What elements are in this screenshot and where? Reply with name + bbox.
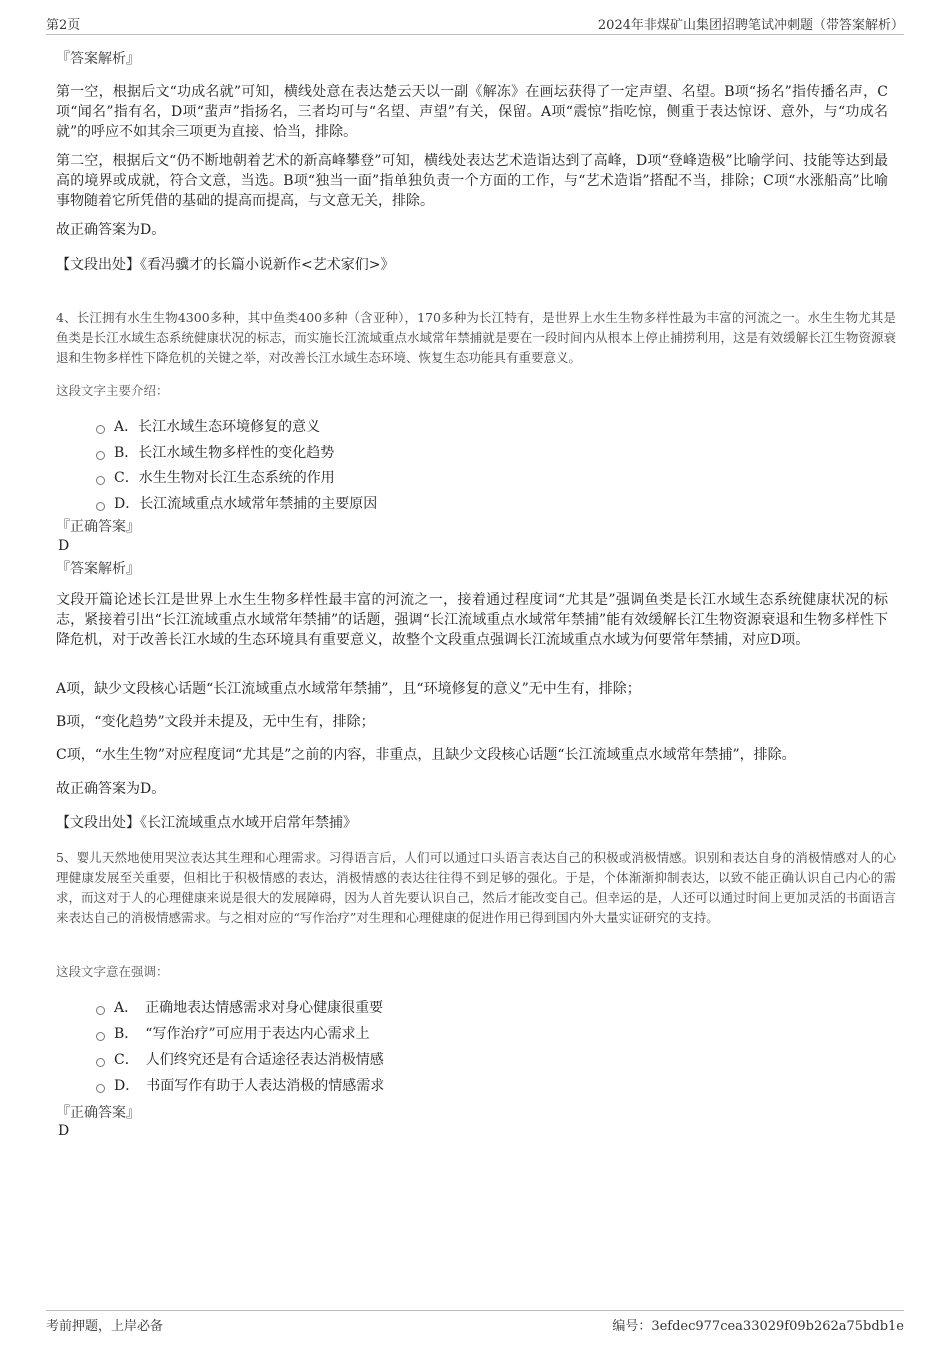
question-4-text: 4、长江拥有水生生物4300多种，其中鱼类400多种（含亚种），170多种为长江特有，是世界上水生生物多样性最为丰富的河流之一。水生生物尤其是鱼类是长江水域生态系统健康状况的标志，而实施长江流域重点水域常年禁捕就是要在一段时间内从根本上停止捕捞利用，这是有效缓解长江生物资源衰退和生物多样性下降危机的关键之举，对改善长江水域生态环境、恢复生态功能具有重要意义。 [56, 310, 896, 365]
page-number: 第2页 [46, 18, 81, 33]
q4-option-c[interactable] [96, 467, 335, 487]
analysis-paragraph-1: 第一空，根据后文“功成名就”可知，横线处意在表达楚云天以一副《解冻》在画坛获得了一定声望、名望。B项“扬名”指传播名声，C项“闻名”指有名，D项“蜚声”指扬名，三者均可与“名望、声望”有关，保留。A项“震惊”指吃惊，侧重于表达惊讶、意外，与“功成名就”的呼应不如其余三项更为直接、恰当，排除。 [56, 84, 888, 140]
option-label: C．水生生物对长江生态系统的作用 [114, 470, 335, 486]
q4-option-b[interactable] [96, 442, 334, 462]
q4-analysis-2: A项，缺少文段核心话题“长江流域重点水域常年禁捕”，且“环境修复的意义”无中生有，排除； [56, 681, 641, 697]
option-label: A． 正确地表达情感需求对身心健康很重要 [114, 1000, 384, 1016]
radio-icon[interactable] [96, 1084, 105, 1093]
radio-icon[interactable] [96, 1058, 105, 1067]
footer-slogan: 考前押题，上岸必备 [46, 1319, 164, 1334]
correct-answer: D [58, 538, 70, 554]
question-5-text: 5、婴儿天然地使用哭泣表达其生理和心理需求。习得语言后，人们可以通过口头语言表达自己的积极或消极情感。识别和表达自身的消极情感对人的心理健康发展至关重要，但相比于积极情感的表达，消极情感的表达往往得不到足够的强化。于是，个体渐渐抑制表达，以致不能正确认识自己内心的需求，而这对于人的心理健康来说是很大的发展障碍，因为人首先要认识自己，然后才能改变自己。但幸运的是，人还可以通过时间上更加灵活的书面语言来表达自己的消极情感需求。与之相对应的“写作治疗”对生理和心理健康的促进作用已得到国内外大量实证研究的支持。 [56, 850, 896, 925]
conclusion: 故正确答案为D。 [56, 222, 166, 238]
q4-source: 【文段出处】《长江流域重点水域开启常年禁捕》 [56, 815, 357, 831]
option-label: B．长江水域生物多样性的变化趋势 [114, 445, 335, 461]
radio-icon[interactable] [96, 425, 105, 434]
q5-option-d[interactable] [96, 1075, 384, 1095]
q4-option-a[interactable] [96, 416, 320, 436]
correct-answer-label: 『正确答案』 [56, 519, 140, 535]
source: 【文段出处】《看冯骥才的长篇小说新作<艺术家们>》 [56, 257, 395, 273]
analysis-label: 『答案解析』 [56, 561, 140, 577]
q5-option-b[interactable] [96, 1023, 370, 1043]
correct-answer-label: 『正确答案』 [56, 1105, 140, 1121]
option-label: A．长江水域生态环境修复的意义 [114, 419, 321, 435]
correct-answer: D [58, 1123, 70, 1139]
q4-option-d[interactable] [96, 493, 377, 513]
document-title: 2024年非煤矿山集团招聘笔试冲刺题（带答案解析） [597, 18, 904, 33]
option-label: C． 人们终究还是有合适途径表达消极情感 [114, 1052, 384, 1068]
radio-icon[interactable] [96, 502, 105, 511]
q4-conclusion: 故正确答案为D。 [56, 781, 166, 797]
page-footer [46, 1310, 904, 1333]
question-4-prompt: 这段文字主要介绍： [56, 383, 169, 398]
page-header [46, 12, 904, 35]
option-label: D．长江流域重点水域常年禁捕的主要原因 [114, 496, 378, 512]
radio-icon[interactable] [96, 476, 105, 485]
q4-analysis-1: 文段开篇论述长江是世界上水生生物多样性最丰富的河流之一，接着通过程度词“尤其是”强调鱼类是长江水域生态系统健康状况的标志，紧接着引出“长江流域重点水域常年禁捕”的话题，强调“长江流域重点水域常年禁捕”能有效缓解长江生物资源衰退和生物多样性下降危机，对于改善长江水域的生态环境具有重要意义，故整个文段重点强调长江流域重点水域为何要常年禁捕，对应D项。 [56, 592, 888, 648]
q4-analysis-3: B项，“变化趋势”文段并未提及，无中生有，排除； [56, 714, 375, 730]
q4-analysis-4: C项，“水生生物”对应程度词“尤其是”之前的内容，非重点，且缺少文段核心话题“长江流域重点水域常年禁捕”，排除。 [56, 747, 796, 763]
analysis-paragraph-2: 第二空，根据后文“仍不断地朝着艺术的新高峰攀登”可知，横线处表达艺术造诣达到了高峰，D项“登峰造极”比喻学问、技能等达到最高的境界或成就，符合文意，当选。B项“独当一面”指单独负责一个方面的工作，与“艺术造诣”搭配不当，排除；C项“水涨船高”比喻事物随着它所凭借的基础的提高而提高，与文意无关，排除。 [56, 153, 888, 209]
radio-icon[interactable] [96, 451, 105, 460]
q5-option-c[interactable] [96, 1049, 384, 1069]
q5-option-a[interactable] [96, 997, 383, 1017]
question-5-prompt: 这段文字意在强调： [56, 964, 169, 979]
radio-icon[interactable] [96, 1006, 105, 1015]
option-label: D． 书面写作有助于人表达消极的情感需求 [114, 1078, 385, 1094]
document-code: 编号：3efdec977cea33029f09b262a75bdb1e [612, 1319, 904, 1334]
option-label: B． “写作治疗”可应用于表达内心需求上 [114, 1026, 370, 1042]
analysis-label: 『答案解析』 [56, 51, 140, 67]
radio-icon[interactable] [96, 1032, 105, 1041]
